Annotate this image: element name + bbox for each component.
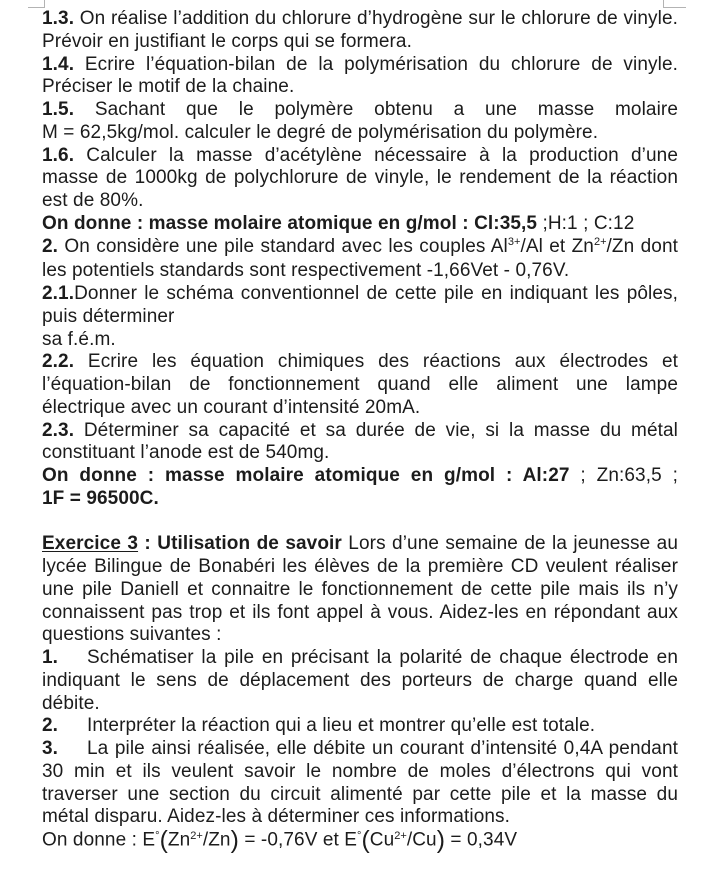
text-line (42, 624, 678, 647)
text-segment: Sachant que le polymère obtenu a une masse molaire (74, 99, 678, 120)
text-segment: /Al et Zn (520, 235, 594, 257)
text-line (42, 488, 678, 511)
text-line (42, 806, 678, 829)
text-line (42, 190, 678, 213)
text-segment: = 0,34V (445, 829, 518, 851)
text-segment: Interpréter la réaction qui a lieu et montrer qu’elle est totale. (87, 715, 596, 737)
text-line (42, 145, 678, 168)
text-segment: lycée Bilingue de Bonabéri les élèves de la première CD veulent réaliser (42, 556, 678, 577)
text-segment: sa f.é.m. (42, 328, 116, 350)
text-segment: Ecrire les équation chimiques des réactions aux électrodes et (74, 351, 678, 373)
superscript: ° (357, 829, 362, 842)
text-segment: On réalise l’addition du chlorure d’hydrogène sur le chlorure de vinyle. (74, 8, 678, 29)
cut-table-border-right (663, 0, 686, 8)
text-segment: Préciser le motif de la chaine. (42, 76, 295, 98)
text-segment: ;H:1 ; C:12 (537, 212, 635, 234)
text-segment: 2. (42, 235, 59, 257)
text-segment: Déterminer sa capacité et sa durée de vie, si la masse du métal (74, 419, 678, 441)
text-segment: Cu (369, 829, 395, 851)
text-line (42, 306, 678, 329)
text-line (42, 374, 678, 397)
text-segment: On donne : masse molaire atomique en g/mol : Cl:35,5 (42, 212, 538, 234)
text-line (42, 236, 678, 261)
superscript: 2+ (190, 829, 203, 842)
text-segment: 1.4. (42, 53, 75, 75)
text-segment: /Zn (202, 829, 231, 851)
text-line (42, 579, 678, 602)
text-segment: connaissent pas trop et ils font appel à vous. Aidez-les en répondant aux (42, 601, 678, 623)
text-segment: constituant l’anode est de 540mg. (42, 442, 330, 464)
text-line (42, 351, 678, 374)
list-number: 3. (42, 738, 59, 759)
text-line (42, 99, 678, 122)
text-segment: Lors d’une semaine de la jeunesse au (341, 533, 679, 555)
list-number: 1. (42, 647, 59, 668)
text-line (42, 784, 678, 807)
text-segment: ( (159, 827, 168, 854)
text-line (42, 54, 678, 77)
text-segment: ) (230, 827, 239, 854)
text-segment: ( (361, 827, 370, 854)
text-segment: Calculer la masse d’acétylène nécessaire à la production d’une (74, 144, 678, 166)
text-line (42, 715, 678, 738)
text-segment: traverser une section du circuit alimenté par cette pile et la masse du (42, 783, 678, 805)
text-line (42, 465, 678, 488)
text-segment: Schématiser la pile en précisant la polarité de chaque électrode en (87, 647, 678, 668)
text-segment: M = 62,5kg/mol. calculer le degré de polymérisation du polymère. (42, 121, 599, 143)
text-segment: débite. (42, 692, 100, 714)
text-segment: une pile Daniell et connaitre le fonctionnement de cette pile mais ils n’y (42, 578, 678, 600)
text-line (42, 670, 678, 693)
text-line (42, 602, 678, 625)
text-segment: La pile ainsi réalisée, elle débite un courant d’intensité 0,4A pendant (87, 738, 678, 759)
text-segment: questions suivantes : (42, 624, 222, 646)
text-segment: Prévoir en justifiant le corps qui se formera. (42, 30, 412, 52)
text-line (42, 829, 678, 854)
superscript: 3+ (507, 235, 521, 248)
text-segment: métal disparu. Aidez-les à déterminer ces informations. (42, 806, 511, 828)
text-segment: On donne : masse molaire atomique en g/mol : Al:27 (42, 465, 570, 486)
text-segment: indiquant le sens de déplacement des porteurs de charge quand elle (42, 669, 678, 691)
text-segment: électrique avec un courant d’intensité 20mA. (42, 396, 421, 418)
text-line (42, 556, 678, 579)
text-line (42, 167, 678, 190)
list-number: 2. (42, 715, 59, 737)
text-line (42, 533, 678, 556)
text-segment: Ecrire l’équation-bilan de la polymérisation du chlorure de vinyle. (74, 53, 678, 75)
text-segment: 1.6. (42, 144, 75, 166)
superscript: ° (155, 829, 160, 842)
text-line (42, 442, 678, 465)
text-segment: ; Zn:63,5 ; (569, 465, 678, 486)
text-line (42, 260, 678, 283)
blank-line (42, 511, 678, 534)
text-line (42, 329, 678, 352)
text-segment: On considère une pile standard avec les couples Al (58, 235, 508, 257)
text-segment: ) (436, 827, 446, 854)
text-line (42, 122, 678, 145)
text-segment: les potentiels standards sont respectivement -1,66Vet - 0,76V. (42, 260, 570, 282)
text-segment: masse de 1000kg de polychlorure de vinyle, le rendement de la réaction (42, 167, 678, 189)
text-line (42, 283, 678, 306)
text-segment: Donner le schéma conventionnel de cette pile en indiquant les pôles, (74, 283, 678, 304)
text-segment: /Cu (406, 829, 437, 851)
text-segment: 1.3. (42, 8, 75, 29)
text-line (42, 738, 678, 761)
text-line (42, 693, 678, 716)
text-segment: 1.5. (42, 99, 75, 120)
superscript: 2+ (394, 829, 407, 842)
text-segment: : Utilisation de savoir (138, 533, 342, 555)
text-line (42, 397, 678, 420)
text-line (42, 420, 678, 443)
text-segment: 2.1. (42, 283, 75, 304)
text-line (42, 8, 678, 31)
superscript: 2+ (593, 235, 607, 248)
text-segment: Exercice 3 (42, 533, 139, 555)
text-segment: = -0,76V et E (238, 829, 358, 851)
text-line (42, 76, 678, 99)
text-segment: 1F = 96500C. (42, 487, 159, 509)
text-segment: On donne : E (42, 829, 156, 851)
text-segment: /Zn dont (606, 235, 679, 257)
cut-table-border-left (28, 0, 45, 8)
text-line (42, 761, 678, 784)
text-line (42, 647, 678, 670)
text-segment: Zn (167, 829, 191, 851)
text-segment: 30 min et ils veulent savoir le nombre de moles d’électrons qui vont (42, 760, 678, 782)
text-line (42, 31, 678, 54)
text-segment: puis déterminer (42, 305, 175, 327)
text-segment: 2.2. (42, 351, 75, 373)
text-line (42, 213, 678, 236)
text-segment: 2.3. (42, 419, 75, 441)
text-segment: est de 80%. (42, 190, 144, 211)
text-segment: l’équation-bilan de fonctionnement quand elle aliment une lampe (42, 374, 678, 395)
